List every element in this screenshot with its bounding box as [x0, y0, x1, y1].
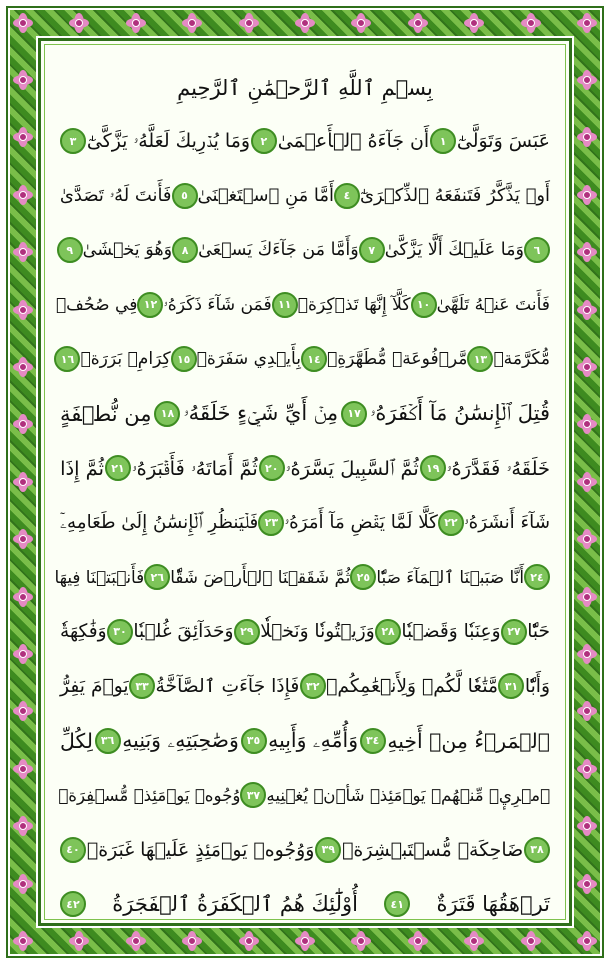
flower-ornament-icon	[13, 70, 33, 90]
text-line	[60, 114, 550, 168]
text-line	[54, 550, 550, 604]
ayah-number-marker: ٣٦	[95, 728, 121, 754]
flower-ornament-icon	[13, 357, 33, 377]
verse-text: وَأَمَّا مَن جَآءَكَ يَسۡعَىٰ	[198, 240, 359, 260]
ayah-number-marker: ٧	[359, 237, 385, 263]
flower-ornament-icon	[577, 13, 597, 33]
flower-ornament-icon	[577, 127, 597, 147]
ayah-number-marker: ١٧	[341, 401, 367, 427]
ayah-number-marker: ٤١	[384, 891, 410, 917]
flower-ornament-icon	[464, 931, 484, 951]
page-text	[54, 68, 550, 916]
flower-ornament-icon	[13, 816, 33, 836]
verse-text: وَعِنَبٗا وَقَضۡبٗا	[401, 621, 501, 642]
flower-ornament-icon	[408, 13, 428, 33]
verse-text: فَأَنتَ لَهُۥ تَصَدَّىٰ	[59, 185, 172, 206]
flower-ornament-icon	[577, 472, 597, 492]
verse-text: أَوۡ يَذَّكَّرُ فَتَنفَعَهُ ٱلذِّكۡرَىٰٓ	[360, 185, 550, 206]
ayah-number-marker: ٣٤	[360, 728, 386, 754]
flower-ornament-icon	[577, 414, 597, 434]
ayah-number-marker: ٢٣	[258, 510, 284, 536]
flower-ornament-icon	[577, 529, 597, 549]
ayah-number-marker: ١٥	[171, 346, 197, 372]
verse-text: وُجُوهٞ يَوۡمَئِذٖ مُّسۡفِرَةٞ	[58, 785, 241, 805]
ayah-number-marker: ٢١	[105, 455, 131, 481]
ayah-number-marker: ١٩	[420, 455, 446, 481]
flower-ornament-icon	[577, 759, 597, 779]
verse-text: مِنۡ أَيِّ شَيۡءٍ خَلَقَهُۥ	[183, 401, 339, 425]
flower-ornament-icon	[577, 816, 597, 836]
verse-text: فِي صُحُفٖ	[55, 294, 138, 315]
ayah-number-marker: ٢	[251, 128, 277, 154]
ayah-number-marker: ٩	[57, 237, 83, 263]
flower-ornament-icon	[13, 644, 33, 664]
verse-text: فَلۡيَنظُرِ ٱلۡإِنسَٰنُ إِلَىٰ طَعَامِهِۦٓ	[60, 512, 259, 533]
verse-text: لِكُلِّ	[60, 728, 93, 753]
verse-text: وَأُمِّهِۦ وَأَبِيهِ	[268, 728, 359, 752]
flower-ornament-icon	[577, 300, 597, 320]
ayah-number-marker: ٢٠	[259, 455, 285, 481]
flower-ornament-icon	[577, 587, 597, 607]
text-line	[60, 823, 550, 877]
flower-ornament-icon	[239, 931, 259, 951]
flower-ornament-icon	[577, 185, 597, 205]
verse-text: يَوۡمَ يَفِرُّ	[60, 675, 129, 697]
ayah-number-marker: ٢٥	[350, 564, 376, 590]
flower-ornament-icon	[577, 70, 597, 90]
flower-ornament-icon	[577, 644, 597, 664]
verse-text: أَن جَآءَهُ ٱلۡأَعۡمَىٰ	[277, 130, 430, 152]
text-line	[60, 387, 550, 441]
verse-text: كَلَّآ إِنَّهَا تَذۡكِرَةٞ	[297, 294, 411, 315]
flower-ornament-icon	[13, 759, 33, 779]
ayah-number-marker: ٣١	[498, 673, 524, 699]
ayah-number-marker: ١٠	[411, 292, 437, 318]
flower-ornament-icon	[577, 931, 597, 951]
verse-text: خَلَقَهُۥ فَقَدَّرَهُۥ	[446, 456, 550, 480]
verse-text: قُتِلَ ٱلۡإِنسَٰنُ مَآ أَكۡفَرَهُۥ	[370, 401, 550, 425]
verse-text: أَمَّا مَنِ ٱسۡتَغۡنَىٰ	[197, 185, 334, 206]
ayah-number-marker: ٣٨	[524, 837, 550, 863]
verse-text: ٱمۡرِيٕٖ مِّنۡهُمۡ يَوۡمَئِذٖ شَأۡنٞ يُغۡنِيهِ	[266, 785, 550, 805]
verse-text: مُّكَرَّمَةٖ	[493, 349, 550, 369]
verse-text: وَهُوَ يَخۡشَىٰ	[82, 240, 173, 260]
verse-text: عَبَسَ وَتَوَلَّىٰٓ	[456, 130, 550, 152]
verse-text: أَنَّا صَبَبۡنَا ٱلۡمَآءَ صَبّٗا	[376, 567, 524, 587]
ayah-number-marker: ٦	[524, 237, 550, 263]
verse-text: وَمَا عَلَيۡكَ أَلَّا يَزَّكَّىٰ	[384, 240, 524, 260]
text-line	[60, 605, 550, 659]
verse-text: مِن نُّطۡفَةٍ	[60, 401, 152, 426]
verse-text: أُوْلَٰٓئِكَ هُمُ ٱلۡكَفَرَةُ ٱلۡفَجَرَةُ	[112, 892, 358, 916]
flower-ornament-icon	[13, 874, 33, 894]
ayah-number-marker: ٥	[172, 183, 198, 209]
ayah-number-marker: ٣٢	[300, 673, 326, 699]
flower-ornament-icon	[69, 13, 89, 33]
verse-text: ٱلۡمَرۡءُ مِنۡ أَخِيهِ	[387, 728, 550, 753]
ayah-number-marker: ١٢	[137, 292, 163, 318]
verse-text: كِرَامِۭ بَرَرَةٖ	[80, 349, 171, 369]
ayah-number-marker: ٣٠	[107, 619, 133, 645]
flower-ornament-icon	[351, 931, 371, 951]
verse-text: فَأَنتَ عَنۡهُ تَلَهَّىٰ	[436, 294, 550, 315]
flower-ornament-icon	[13, 529, 33, 549]
text-line	[60, 169, 550, 223]
flower-ornament-icon	[13, 701, 33, 721]
flower-ornament-icon	[577, 874, 597, 894]
flower-ornament-icon	[239, 13, 259, 33]
flower-ornament-icon	[13, 587, 33, 607]
verse-text: وَأَبّٗا	[524, 675, 550, 697]
verse-text: شَآءَ أَنشَرَهُۥ	[464, 512, 550, 533]
flower-ornament-icon	[464, 13, 484, 33]
text-line	[60, 877, 550, 931]
ayah-number-marker: ٤	[334, 183, 360, 209]
flower-ornament-icon	[295, 13, 315, 33]
verse-text: مَّرۡفُوعَةٖ مُّطَهَّرَةِۭ	[326, 349, 468, 369]
ayah-number-marker: ٣	[60, 128, 86, 154]
ayah-number-marker: ٢٤	[524, 564, 550, 590]
flower-ornament-icon	[521, 13, 541, 33]
text-line	[60, 768, 550, 822]
ayah-number-marker: ١٣	[467, 346, 493, 372]
ayah-number-marker: ٨	[172, 237, 198, 263]
ayah-number-marker: ٣٧	[240, 782, 266, 808]
text-line	[60, 496, 550, 550]
flower-ornament-icon	[13, 242, 33, 262]
ayah-number-marker: ١	[430, 128, 456, 154]
verse-text: وَصَٰحِبَتِهِۦ وَبَنِيهِ	[122, 728, 239, 752]
flower-ornament-icon	[13, 414, 33, 434]
verse-text: تَرۡهَقُهَا قَتَرَةٌ	[436, 892, 550, 916]
verse-text: ثُمَّ أَمَاتَهُۥ فَأَقۡبَرَهُۥ	[131, 456, 258, 480]
ayah-number-marker: ٢٨	[375, 619, 401, 645]
verse-text: وَزَيۡتُونٗا وَنَخۡلٗا	[260, 621, 375, 642]
verse-text: وَفَٰكِهَةٗ	[60, 621, 107, 642]
ayah-number-marker: ٣٥	[241, 728, 267, 754]
ayah-number-marker: ١٦	[54, 346, 80, 372]
flower-ornament-icon	[521, 931, 541, 951]
verse-text: حَبّٗا	[527, 621, 550, 642]
ayah-number-marker: ٢٧	[501, 619, 527, 645]
flower-ornament-icon	[577, 242, 597, 262]
flower-ornament-icon	[13, 127, 33, 147]
verse-text: فَمَن شَآءَ ذَكَرَهُۥ	[163, 294, 272, 315]
text-line	[55, 278, 550, 332]
flower-ornament-icon	[69, 931, 89, 951]
verse-text: مَّتَٰعٗا لَّكُمۡ وَلِأَنۡعَٰمِكُمۡ	[326, 675, 498, 697]
flower-ornament-icon	[408, 931, 428, 951]
basmala: بِسۡمِ ٱللَّهِ ٱلرَّحۡمَٰنِ ٱلرَّحِيمِ	[177, 76, 433, 100]
flower-ornament-icon	[351, 13, 371, 33]
ayah-number-marker: ٤٢	[60, 891, 86, 917]
verse-text: ضَاحِكَةٞ مُّسۡتَبۡشِرَةٞ	[342, 838, 524, 861]
verse-text: وَمَا يُدۡرِيكَ لَعَلَّهُۥ يَزَّكَّىٰٓ	[86, 130, 251, 152]
verse-text: ثُمَّ ٱلسَّبِيلَ يَسَّرَهُۥ	[285, 456, 419, 480]
flower-ornament-icon	[13, 472, 33, 492]
ayah-number-marker: ١٤	[301, 346, 327, 372]
verse-text: ثُمَّ شَقَقۡنَا ٱلۡأَرۡضَ شَقّٗا	[170, 567, 351, 587]
text-line	[60, 223, 550, 277]
flower-ornament-icon	[577, 357, 597, 377]
verse-text: وَحَدَآئِقَ غُلۡبٗا	[133, 621, 234, 642]
flower-ornament-icon	[182, 13, 202, 33]
flower-ornament-icon	[577, 701, 597, 721]
ayah-number-marker: ١١	[272, 292, 298, 318]
ayah-number-marker: ٣٩	[315, 837, 341, 863]
ayah-number-marker: ١٨	[154, 401, 180, 427]
text-line	[60, 714, 550, 768]
ayah-number-marker: ٢٦	[144, 564, 170, 590]
flower-ornament-icon	[13, 185, 33, 205]
flower-ornament-icon	[295, 931, 315, 951]
flower-ornament-icon	[13, 931, 33, 951]
verse-text: فَأَنۢبَتۡنَا فِيهَا	[54, 567, 145, 587]
text-line	[60, 332, 550, 386]
verse-text: كَلَّا لَمَّا يَقۡضِ مَآ أَمَرَهُۥ	[284, 512, 438, 533]
verse-text: بِأَيۡدِي سَفَرَةٖ	[196, 349, 301, 369]
flower-ornament-icon	[13, 13, 33, 33]
flower-ornament-icon	[126, 931, 146, 951]
flower-ornament-icon	[13, 300, 33, 320]
ayah-number-marker: ٣٣	[129, 673, 155, 699]
verse-text: فَإِذَا جَآءَتِ ٱلصَّآخَّةُ	[155, 675, 300, 697]
ayah-number-marker: ٢٩	[234, 619, 260, 645]
ayah-number-marker: ٢٢	[438, 510, 464, 536]
verse-text: ثُمَّ إِذَا	[60, 456, 104, 480]
flower-ornament-icon	[126, 13, 146, 33]
flower-ornament-icon	[182, 931, 202, 951]
text-line	[60, 441, 550, 495]
ayah-number-marker: ٤٠	[60, 837, 86, 863]
verse-text: وَوُجُوهٞ يَوۡمَئِذٍ عَلَيۡهَا غَبَرَةٞ	[86, 838, 315, 861]
text-line	[60, 659, 550, 713]
